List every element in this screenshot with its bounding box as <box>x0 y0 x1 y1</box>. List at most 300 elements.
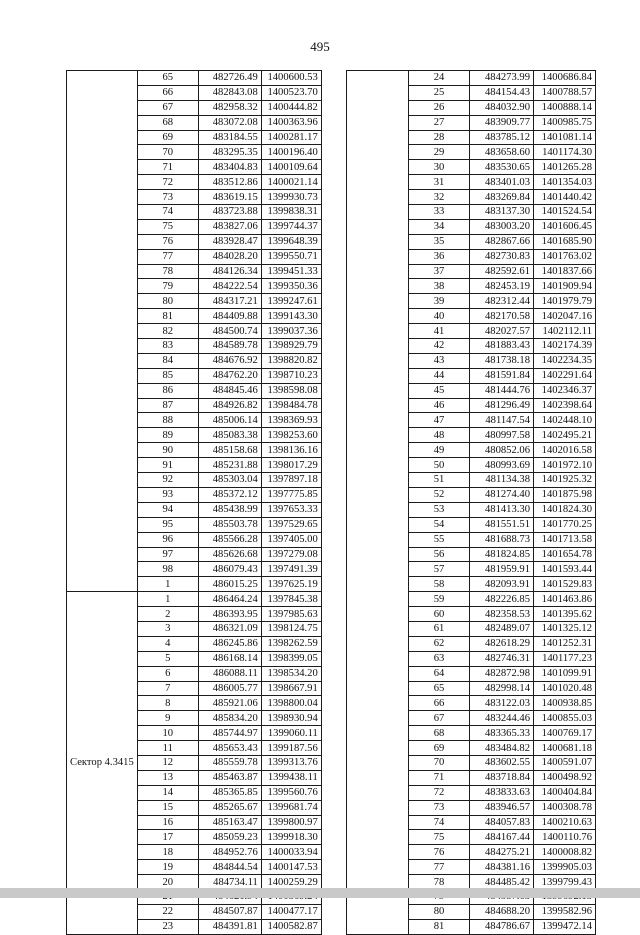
coordinate-x: 485653.43 <box>198 741 261 756</box>
point-number: 24 <box>409 71 470 86</box>
point-number: 59 <box>409 592 470 607</box>
point-number: 9 <box>137 711 198 726</box>
sector-label <box>67 71 138 592</box>
coordinate-y: 1399681.74 <box>261 800 321 815</box>
coordinate-y: 1401325.12 <box>534 621 596 636</box>
coordinate-x: 484409.88 <box>198 309 261 324</box>
point-number: 69 <box>409 741 470 756</box>
coordinate-y: 1401713.58 <box>534 532 596 547</box>
coordinate-y: 1401837.66 <box>534 264 596 279</box>
coordinate-y: 1400147.53 <box>261 860 321 875</box>
coordinate-x: 485006.14 <box>198 413 261 428</box>
point-number: 81 <box>409 919 470 934</box>
point-number: 73 <box>409 800 470 815</box>
coordinate-y: 1400498.92 <box>534 770 596 785</box>
point-number: 75 <box>409 830 470 845</box>
coordinate-x: 484507.87 <box>198 904 261 919</box>
coordinate-x: 483484.82 <box>470 741 534 756</box>
coordinate-x: 481413.30 <box>470 502 534 517</box>
point-number: 64 <box>409 666 470 681</box>
coordinate-y: 1397529.65 <box>261 517 321 532</box>
coordinate-x: 483244.46 <box>470 711 534 726</box>
coordinate-x: 481824.85 <box>470 547 534 562</box>
coordinate-x: 484589.78 <box>198 339 261 354</box>
point-number: 33 <box>409 205 470 220</box>
coordinate-y: 1400591.07 <box>534 755 596 770</box>
coordinate-x: 483365.33 <box>470 726 534 741</box>
point-number: 62 <box>409 636 470 651</box>
coordinate-y: 1402112.11 <box>534 324 596 339</box>
point-number: 83 <box>137 339 198 354</box>
coordinate-y: 1400033.94 <box>261 845 321 860</box>
coordinate-x: 481688.73 <box>470 532 534 547</box>
coordinate-y: 1401909.94 <box>534 279 596 294</box>
coordinate-y: 1400788.57 <box>534 85 596 100</box>
point-number: 63 <box>409 651 470 666</box>
coordinate-x: 484845.46 <box>198 383 261 398</box>
coordinate-x: 481738.18 <box>470 353 534 368</box>
coordinate-x: 481296.49 <box>470 398 534 413</box>
coordinate-x: 482226.85 <box>470 592 534 607</box>
coordinate-x: 484028.20 <box>198 249 261 264</box>
point-number: 87 <box>137 398 198 413</box>
coordinate-x: 482453.19 <box>470 279 534 294</box>
coordinate-x: 485503.78 <box>198 517 261 532</box>
coordinate-y: 1400308.78 <box>534 800 596 815</box>
right-coordinates-table <box>346 70 596 935</box>
coordinate-x: 483833.63 <box>470 785 534 800</box>
coordinate-y: 1400938.85 <box>534 696 596 711</box>
coordinate-x: 484032.90 <box>470 100 534 115</box>
coordinate-x: 485059.23 <box>198 830 261 845</box>
coordinate-y: 1402174.39 <box>534 339 596 354</box>
coordinate-y: 1398710.23 <box>261 368 321 383</box>
point-number: 97 <box>137 547 198 562</box>
coordinate-y: 1397845.38 <box>261 592 321 607</box>
point-number: 35 <box>409 234 470 249</box>
point-number: 51 <box>409 473 470 488</box>
coordinate-y: 1401606.45 <box>534 219 596 234</box>
coordinate-x: 486393.95 <box>198 607 261 622</box>
point-number: 70 <box>409 755 470 770</box>
coordinate-x: 484167.44 <box>470 830 534 845</box>
coordinate-x: 486168.14 <box>198 651 261 666</box>
coordinate-y: 1399143.30 <box>261 309 321 324</box>
point-number: 6 <box>137 666 198 681</box>
coordinate-y: 1401593.44 <box>534 562 596 577</box>
coordinate-x: 482998.14 <box>470 681 534 696</box>
point-number: 60 <box>409 607 470 622</box>
coordinate-y: 1399560.76 <box>261 785 321 800</box>
point-number: 19 <box>137 860 198 875</box>
point-number: 74 <box>137 205 198 220</box>
point-number: 1 <box>137 592 198 607</box>
point-number: 81 <box>137 309 198 324</box>
coordinate-x: 486321.09 <box>198 621 261 636</box>
coordinate-y: 1399930.73 <box>261 190 321 205</box>
coordinate-x: 482093.91 <box>470 577 534 592</box>
coordinate-x: 483512.86 <box>198 175 261 190</box>
coordinate-x: 485158.68 <box>198 443 261 458</box>
point-number: 66 <box>409 696 470 711</box>
point-number: 14 <box>137 785 198 800</box>
point-number: 7 <box>137 681 198 696</box>
table-row <box>67 71 322 86</box>
point-number: 94 <box>137 502 198 517</box>
coordinate-y: 1398017.29 <box>261 458 321 473</box>
point-number: 23 <box>137 919 198 934</box>
point-number: 74 <box>409 815 470 830</box>
point-number: 34 <box>409 219 470 234</box>
point-number: 66 <box>137 85 198 100</box>
coordinate-x: 480852.06 <box>470 443 534 458</box>
coordinate-y: 1401685.90 <box>534 234 596 249</box>
coordinate-x: 483658.60 <box>470 145 534 160</box>
coordinate-y: 1401972.10 <box>534 458 596 473</box>
coordinate-y: 1402047.16 <box>534 309 596 324</box>
coordinate-x: 482730.83 <box>470 249 534 264</box>
coordinate-x: 483928.47 <box>198 234 261 249</box>
point-number: 79 <box>137 279 198 294</box>
coordinate-x: 483718.84 <box>470 770 534 785</box>
coordinate-y: 1398820.82 <box>261 353 321 368</box>
point-number: 86 <box>137 383 198 398</box>
coordinate-y: 1400363.96 <box>261 115 321 130</box>
coordinate-y: 1400110.76 <box>534 830 596 845</box>
coordinate-x: 485626.68 <box>198 547 261 562</box>
coordinate-x: 485921.06 <box>198 696 261 711</box>
point-number: 82 <box>137 324 198 339</box>
coordinate-x: 486005.77 <box>198 681 261 696</box>
coordinate-x: 485834.20 <box>198 711 261 726</box>
point-number: 77 <box>409 860 470 875</box>
coordinate-y: 1399838.31 <box>261 205 321 220</box>
point-number: 48 <box>409 428 470 443</box>
coordinate-x: 480993.69 <box>470 458 534 473</box>
coordinate-x: 482027.57 <box>470 324 534 339</box>
coordinate-x: 482489.07 <box>470 621 534 636</box>
coordinate-x: 485265.67 <box>198 800 261 815</box>
coordinate-y: 1401440.42 <box>534 190 596 205</box>
coordinate-x: 485231.88 <box>198 458 261 473</box>
coordinate-x: 481959.91 <box>470 562 534 577</box>
coordinate-y: 1400855.03 <box>534 711 596 726</box>
point-number: 32 <box>409 190 470 205</box>
coordinate-y: 1402016.58 <box>534 443 596 458</box>
point-number: 17 <box>137 830 198 845</box>
coordinate-y: 1402448.10 <box>534 413 596 428</box>
point-number: 36 <box>409 249 470 264</box>
coordinate-y: 1400021.14 <box>261 175 321 190</box>
point-number: 96 <box>137 532 198 547</box>
coordinate-y: 1399313.76 <box>261 755 321 770</box>
point-number: 76 <box>137 234 198 249</box>
coordinate-x: 485744.97 <box>198 726 261 741</box>
point-number: 68 <box>409 726 470 741</box>
point-number: 73 <box>137 190 198 205</box>
coordinate-y: 1402346.37 <box>534 383 596 398</box>
coordinate-y: 1397775.85 <box>261 487 321 502</box>
point-number: 78 <box>137 264 198 279</box>
coordinate-y: 1398930.94 <box>261 711 321 726</box>
point-number: 38 <box>409 279 470 294</box>
point-number: 3 <box>137 621 198 636</box>
point-number: 25 <box>409 85 470 100</box>
point-number: 30 <box>409 160 470 175</box>
coordinate-x: 485303.04 <box>198 473 261 488</box>
coordinate-y: 1401395.62 <box>534 607 596 622</box>
coordinate-y: 1399918.30 <box>261 830 321 845</box>
coordinate-x: 485163.47 <box>198 815 261 830</box>
point-number: 18 <box>137 845 198 860</box>
coordinate-x: 484734.11 <box>198 875 261 890</box>
coordinate-y: 1398598.08 <box>261 383 321 398</box>
coordinate-y: 1398800.04 <box>261 696 321 711</box>
point-number: 93 <box>137 487 198 502</box>
point-number: 71 <box>137 160 198 175</box>
coordinate-x: 484154.43 <box>470 85 534 100</box>
coordinate-x: 484275.21 <box>470 845 534 860</box>
coordinate-x: 483619.15 <box>198 190 261 205</box>
coordinate-x: 484676.92 <box>198 353 261 368</box>
coordinate-y: 1401979.79 <box>534 294 596 309</box>
coordinate-y: 1401875.98 <box>534 487 596 502</box>
coordinate-x: 484485.42 <box>470 875 534 890</box>
coordinate-x: 486079.43 <box>198 562 261 577</box>
coordinate-x: 485372.12 <box>198 487 261 502</box>
coordinate-y: 1399037.36 <box>261 324 321 339</box>
coordinate-x: 482358.53 <box>470 607 534 622</box>
point-number: 13 <box>137 770 198 785</box>
point-number: 42 <box>409 339 470 354</box>
point-number: 26 <box>409 100 470 115</box>
coordinate-y: 1400196.40 <box>261 145 321 160</box>
coordinate-y: 1402234.35 <box>534 353 596 368</box>
coordinate-y: 1398667.91 <box>261 681 321 696</box>
point-number: 4 <box>137 636 198 651</box>
coordinate-x: 483827.06 <box>198 219 261 234</box>
point-number: 67 <box>137 100 198 115</box>
coordinate-y: 1399247.61 <box>261 294 321 309</box>
coordinate-x: 486464.24 <box>198 592 261 607</box>
sector-label <box>347 71 409 935</box>
coordinate-y: 1401174.30 <box>534 145 596 160</box>
point-number: 10 <box>137 726 198 741</box>
coordinate-y: 1397653.33 <box>261 502 321 517</box>
point-number: 20 <box>137 875 198 890</box>
point-number: 29 <box>409 145 470 160</box>
point-number: 91 <box>137 458 198 473</box>
point-number: 58 <box>409 577 470 592</box>
point-number: 22 <box>137 904 198 919</box>
coordinate-y: 1400477.17 <box>261 904 321 919</box>
coordinate-y: 1401265.28 <box>534 160 596 175</box>
coordinate-y: 1398534.20 <box>261 666 321 681</box>
coordinate-y: 1400210.63 <box>534 815 596 830</box>
coordinate-y: 1399187.56 <box>261 741 321 756</box>
point-number: 89 <box>137 428 198 443</box>
coordinate-x: 481147.54 <box>470 413 534 428</box>
coordinate-x: 480997.58 <box>470 428 534 443</box>
coordinate-y: 1400523.70 <box>261 85 321 100</box>
point-number: 40 <box>409 309 470 324</box>
coordinate-x: 482592.61 <box>470 264 534 279</box>
coordinate-x: 483404.83 <box>198 160 261 175</box>
coordinate-y: 1398262.59 <box>261 636 321 651</box>
coordinate-y: 1399472.14 <box>534 919 596 934</box>
point-number: 28 <box>409 130 470 145</box>
point-number: 71 <box>409 770 470 785</box>
coordinate-x: 483946.57 <box>470 800 534 815</box>
coordinate-y: 1401020.48 <box>534 681 596 696</box>
table-row <box>67 592 322 607</box>
coordinate-y: 1401524.54 <box>534 205 596 220</box>
coordinate-y: 1398399.05 <box>261 651 321 666</box>
point-number: 41 <box>409 324 470 339</box>
coordinate-y: 1400008.82 <box>534 845 596 860</box>
coordinate-x: 482958.32 <box>198 100 261 115</box>
coordinate-x: 486015.25 <box>198 577 261 592</box>
point-number: 11 <box>137 741 198 756</box>
coordinate-x: 484126.34 <box>198 264 261 279</box>
coordinate-x: 486245.86 <box>198 636 261 651</box>
coordinate-y: 1401824.30 <box>534 502 596 517</box>
point-number: 39 <box>409 294 470 309</box>
point-number: 27 <box>409 115 470 130</box>
coordinate-y: 1400888.14 <box>534 100 596 115</box>
coordinate-y: 1399799.43 <box>534 875 596 890</box>
coordinate-x: 484057.83 <box>470 815 534 830</box>
coordinate-y: 1397985.63 <box>261 607 321 622</box>
coordinate-x: 484762.20 <box>198 368 261 383</box>
coordinate-y: 1399060.11 <box>261 726 321 741</box>
point-number: 45 <box>409 383 470 398</box>
point-number: 49 <box>409 443 470 458</box>
point-number: 57 <box>409 562 470 577</box>
point-number: 1 <box>137 577 198 592</box>
point-number: 72 <box>137 175 198 190</box>
coordinate-x: 481274.40 <box>470 487 534 502</box>
point-number: 65 <box>137 71 198 86</box>
coordinate-y: 1400681.18 <box>534 741 596 756</box>
coordinate-x: 484273.99 <box>470 71 534 86</box>
coordinate-y: 1399744.37 <box>261 219 321 234</box>
point-number: 50 <box>409 458 470 473</box>
coordinate-x: 481134.38 <box>470 473 534 488</box>
coordinate-y: 1401177.23 <box>534 651 596 666</box>
sector-label: Сектор 4.3415 <box>67 592 138 934</box>
point-number: 80 <box>137 294 198 309</box>
coordinate-y: 1401529.83 <box>534 577 596 592</box>
coordinate-y: 1398369.93 <box>261 413 321 428</box>
coordinate-y: 1400600.53 <box>261 71 321 86</box>
coordinate-x: 484500.74 <box>198 324 261 339</box>
coordinate-y: 1400259.29 <box>261 875 321 890</box>
point-number: 70 <box>137 145 198 160</box>
point-number: 44 <box>409 368 470 383</box>
coordinate-x: 483072.08 <box>198 115 261 130</box>
coordinate-y: 1400985.75 <box>534 115 596 130</box>
coordinate-x: 481591.84 <box>470 368 534 383</box>
coordinate-x: 481551.51 <box>470 517 534 532</box>
coordinate-y: 1397625.19 <box>261 577 321 592</box>
coordinate-x: 485559.78 <box>198 755 261 770</box>
point-number: 95 <box>137 517 198 532</box>
coordinate-y: 1401654.78 <box>534 547 596 562</box>
coordinate-x: 483269.84 <box>470 190 534 205</box>
coordinate-y: 1398253.60 <box>261 428 321 443</box>
coordinate-x: 483184.55 <box>198 130 261 145</box>
coordinate-y: 1401081.14 <box>534 130 596 145</box>
coordinate-y: 1402495.21 <box>534 428 596 443</box>
coordinate-x: 484381.16 <box>470 860 534 875</box>
coordinate-y: 1399582.96 <box>534 904 596 919</box>
coordinate-y: 1401763.02 <box>534 249 596 264</box>
point-number: 61 <box>409 621 470 636</box>
coordinate-x: 483530.65 <box>470 160 534 175</box>
page-number: 495 <box>310 39 330 54</box>
coordinate-y: 1399350.36 <box>261 279 321 294</box>
coordinate-x: 483295.35 <box>198 145 261 160</box>
point-number: 46 <box>409 398 470 413</box>
coordinate-x: 483909.77 <box>470 115 534 130</box>
coordinate-x: 484391.81 <box>198 919 261 934</box>
point-number: 92 <box>137 473 198 488</box>
point-number: 37 <box>409 264 470 279</box>
coordinate-y: 1401252.31 <box>534 636 596 651</box>
coordinate-x: 484688.20 <box>470 904 534 919</box>
coordinate-y: 1401770.25 <box>534 517 596 532</box>
coordinate-y: 1401099.91 <box>534 666 596 681</box>
coordinate-x: 483723.88 <box>198 205 261 220</box>
coordinate-x: 484317.21 <box>198 294 261 309</box>
coordinate-y: 1399451.33 <box>261 264 321 279</box>
point-number: 5 <box>137 651 198 666</box>
point-number: 78 <box>409 875 470 890</box>
point-number: 54 <box>409 517 470 532</box>
coordinate-y: 1399800.97 <box>261 815 321 830</box>
coordinate-x: 483602.55 <box>470 755 534 770</box>
point-number: 68 <box>137 115 198 130</box>
point-number: 56 <box>409 547 470 562</box>
point-number: 88 <box>137 413 198 428</box>
coordinate-y: 1397897.18 <box>261 473 321 488</box>
coordinate-x: 484844.54 <box>198 860 261 875</box>
coordinate-y: 1399905.03 <box>534 860 596 875</box>
coordinate-y: 1398136.16 <box>261 443 321 458</box>
left-coordinates-table <box>66 70 322 935</box>
coordinate-x: 485438.99 <box>198 502 261 517</box>
point-number: 8 <box>137 696 198 711</box>
coordinate-x: 481444.76 <box>470 383 534 398</box>
point-number: 12 <box>137 755 198 770</box>
coordinate-y: 1400769.17 <box>534 726 596 741</box>
coordinate-y: 1399438.11 <box>261 770 321 785</box>
coordinate-x: 485365.85 <box>198 785 261 800</box>
table-row <box>347 71 596 86</box>
coordinate-y: 1400686.84 <box>534 71 596 86</box>
coordinate-y: 1399550.71 <box>261 249 321 264</box>
coordinate-x: 484786.67 <box>470 919 534 934</box>
point-number: 43 <box>409 353 470 368</box>
point-number: 15 <box>137 800 198 815</box>
point-number: 52 <box>409 487 470 502</box>
point-number: 65 <box>409 681 470 696</box>
point-number: 72 <box>409 785 470 800</box>
coordinate-x: 481883.43 <box>470 339 534 354</box>
coordinate-x: 486088.11 <box>198 666 261 681</box>
scan-edge-band <box>0 888 640 898</box>
